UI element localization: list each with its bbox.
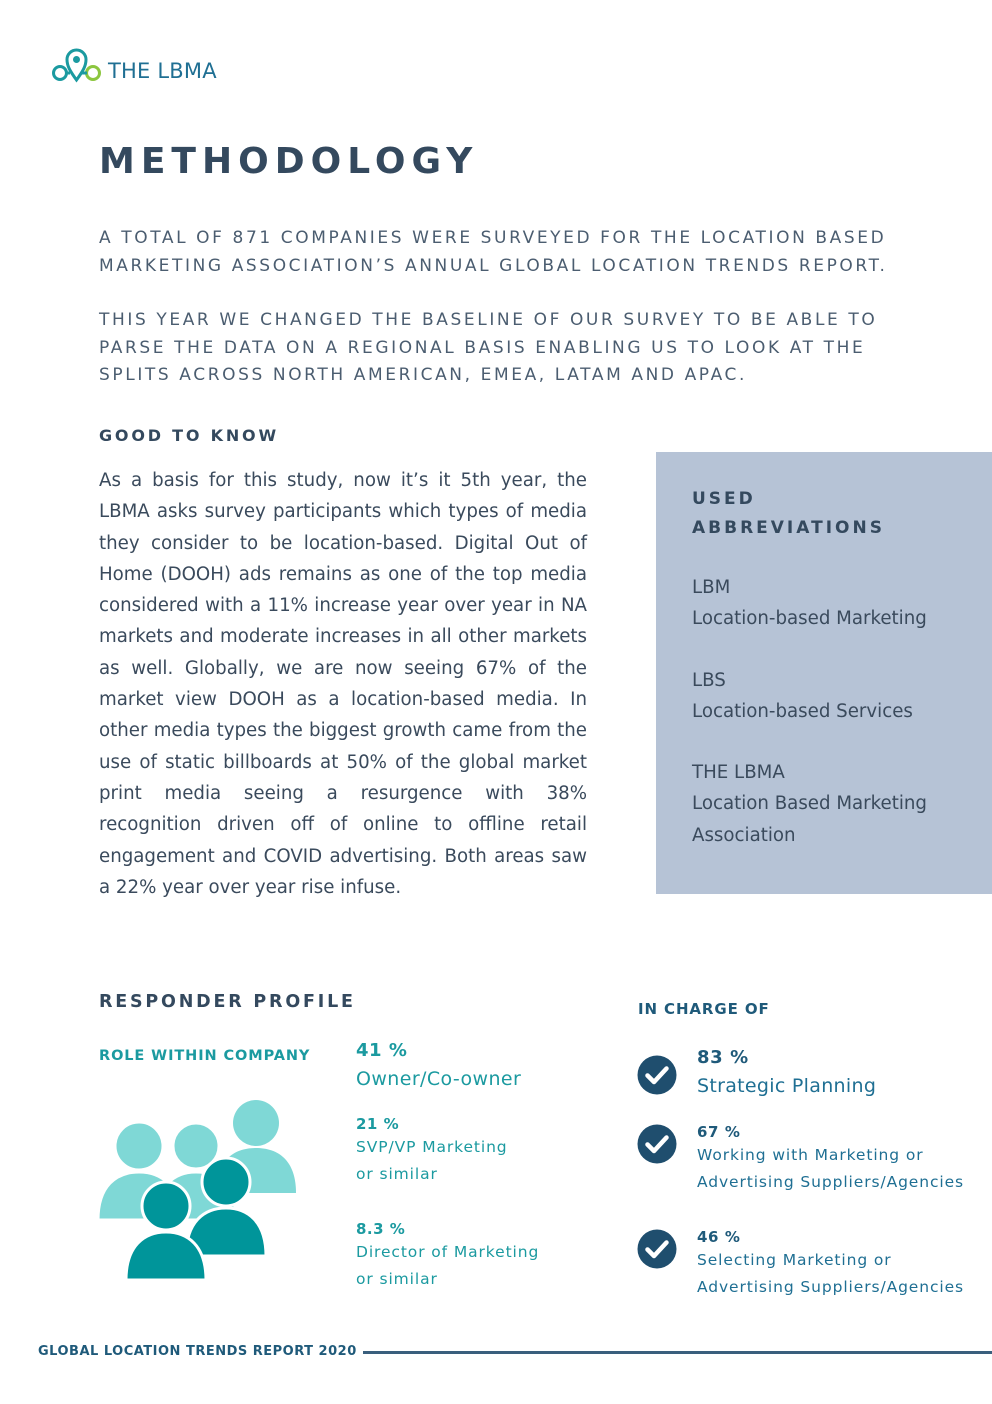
abbreviation-item xyxy=(692,757,952,851)
in-charge-label-line-2: Advertising Suppliers/Agencies xyxy=(697,1172,965,1191)
in-charge-percent: 83 % xyxy=(697,1047,749,1068)
lbma-logo xyxy=(52,44,217,84)
abbreviations-heading: USED ABBREVIATIONS xyxy=(692,489,885,538)
abbreviation-definition: Location Based Marketing Association xyxy=(692,793,927,846)
abbreviation-definition: Location-based Marketing xyxy=(692,608,927,630)
abbreviations-panel xyxy=(656,452,992,894)
role-stat xyxy=(356,1220,539,1292)
abbreviation-item xyxy=(692,665,992,728)
good-to-know-body: As a basis for this study, now it’s it 5th year, the LBMA asks survey participants which types of media they consider to be location-based. Digital Out of Home (DOOH) ads remains as one of the top media considered with a 11% increase year over year in NA markets and moderate increases in all other markets as well. Globally, we are now seeing 67% of the market view DOOH as a location-based media. In other media types the biggest growth came from the use of static billboards at 50% of the global market print media seeing a resurgence with 38% recognition driven off of online to offline retail engagement and COVID advertising. Both areas saw a 22% year over year rise infuse. xyxy=(99,470,587,898)
in-charge-label-line-1: Working with Marketing or xyxy=(697,1146,924,1164)
footer-divider xyxy=(363,1351,992,1354)
in-charge-label-line-1: Selecting Marketing or xyxy=(697,1251,892,1269)
people-group-icon xyxy=(98,1098,298,1280)
check-circle-icon xyxy=(637,1055,677,1095)
check-circle-icon xyxy=(637,1124,677,1164)
check-circle-icon xyxy=(637,1229,677,1269)
role-stat xyxy=(356,1040,521,1090)
abbreviation-term: THE LBMA xyxy=(692,762,785,784)
in-charge-label: Strategic Planning xyxy=(697,1075,877,1097)
role-within-company-label: ROLE WITHIN COMPANY xyxy=(99,1048,311,1064)
abbreviation-item xyxy=(692,572,992,635)
role-label-line-2: or similar xyxy=(356,1269,438,1288)
footer-report-title: GLOBAL LOCATION TRENDS REPORT 2020 xyxy=(38,1344,357,1359)
role-label-line-1: SVP/VP Marketing xyxy=(356,1138,508,1156)
abbreviation-term: LBS xyxy=(692,669,726,691)
good-to-know-heading: GOOD TO KNOW xyxy=(99,426,279,445)
role-label-line-2: or similar xyxy=(356,1164,438,1183)
in-charge-percent: 46 % xyxy=(697,1228,741,1246)
logo-text: THE LBMA xyxy=(108,59,217,83)
role-stat xyxy=(356,1115,508,1187)
in-charge-percent: 67 % xyxy=(697,1123,741,1141)
intro-paragraph-1: A TOTAL OF 871 COMPANIES WERE SURVEYED FOR THE LOCATION BASED MARKETING ASSOCIATION’S ANNUAL GLOBAL LOCATION TRENDS REPORT. xyxy=(99,228,888,276)
role-percent: 8.3 % xyxy=(356,1220,406,1238)
abbreviation-definition: Location-based Services xyxy=(692,700,913,722)
role-label: Owner/Co-owner xyxy=(356,1068,522,1090)
responder-profile-heading: RESPONDER PROFILE xyxy=(99,992,356,1012)
intro-paragraph-2: THIS YEAR WE CHANGED THE BASELINE OF OUR SURVEY TO BE ABLE TO PARSE THE DATA ON A REGIONAL BASIS ENABLING US TO LOOK AT THE SPLITS ACROSS NORTH AMERICAN, EMEA, LATAM AND APAC. xyxy=(99,310,878,385)
role-label-line-1: Director of Marketing xyxy=(356,1243,540,1261)
in-charge-of-heading: IN CHARGE OF xyxy=(638,1000,770,1018)
role-percent: 41 % xyxy=(356,1040,408,1061)
location-pin-logo-icon xyxy=(52,44,104,84)
abbreviation-term: LBM xyxy=(692,577,731,598)
role-percent: 21 % xyxy=(356,1115,400,1133)
page-title: METHODOLOGY xyxy=(99,141,479,182)
in-charge-label-line-2: Advertising Suppliers/Agencies xyxy=(697,1277,965,1296)
